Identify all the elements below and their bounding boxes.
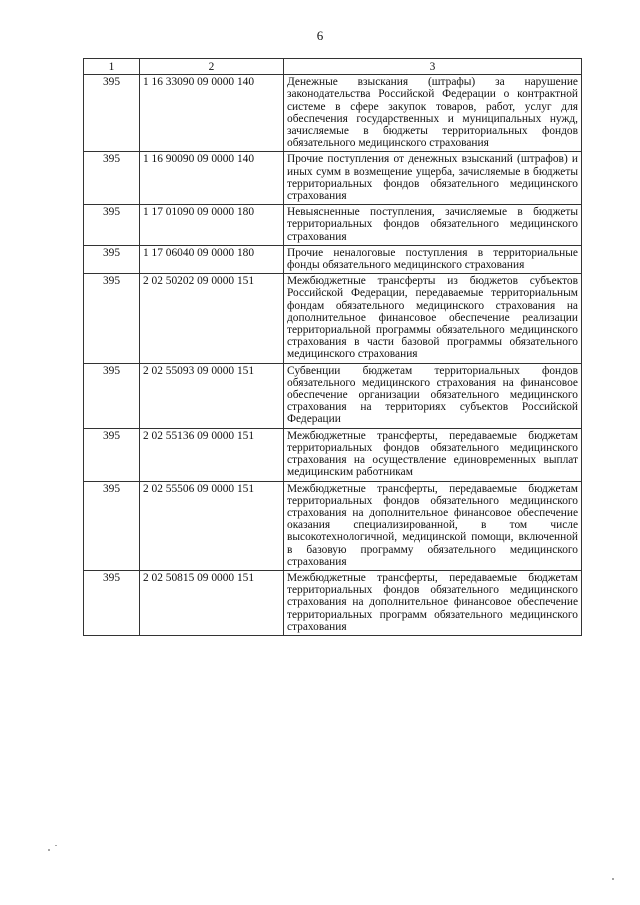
revenue-name-cell: Невыясненные поступления, зачисляемые в бюджеты территориальных фондов обязательного медицинского страхования [284, 205, 582, 246]
revenue-code-cell: 2 02 55506 09 0000 151 [140, 481, 284, 570]
scan-speck [55, 845, 57, 846]
revenue-name-cell: Межбюджетные трансферты из бюджетов субъектов Российской Федерации, передаваемые территориальным фондам обязательного медицинского страхования на дополнительное финансовое обеспечение реализации территориальной программы обязательного медицинского страхования в части базовой программы обязательного медицинского страхования [284, 274, 582, 363]
admin-code-cell: 395 [84, 205, 140, 246]
table-row [84, 274, 582, 363]
revenue-code-cell: 2 02 50815 09 0000 151 [140, 570, 284, 635]
admin-code-cell: 395 [84, 75, 140, 152]
revenue-code-cell: 2 02 55136 09 0000 151 [140, 428, 284, 481]
revenue-name-cell: Межбюджетные трансферты, передаваемые бюджетам территориальных фондов обязательного медицинского страхования на осуществление единовременных выплат медицинским работникам [284, 428, 582, 481]
revenue-codes-table [83, 58, 582, 636]
revenue-name-cell: Денежные взыскания (штрафы) за нарушение законодательства Российской Федерации о контрактной системе в сфере закупок товаров, работ, услуг для обеспечения государственных и муниципальных нужд, зачисляемые в бюджеты территориальных фондов обязательного медицинского страхования [284, 75, 582, 152]
revenue-code-cell: 2 02 50202 09 0000 151 [140, 274, 284, 363]
table-row [84, 428, 582, 481]
revenue-name-cell: Прочие поступления от денежных взысканий (штрафов) и иных сумм в возмещение ущерба, зачисляемые в бюджеты территориальных фондов обязательного медицинского страхования [284, 152, 582, 205]
revenue-name-cell: Межбюджетные трансферты, передаваемые бюджетам территориальных фондов обязательного медицинского страхования на дополнительное финансовое обеспечение оказания специализированной, в том числе высокотехнологичной, медицинской помощи, включенной в базовую программу обязательного медицинского страхования [284, 481, 582, 570]
admin-code-cell: 395 [84, 274, 140, 363]
revenue-code-cell: 1 17 06040 09 0000 180 [140, 245, 284, 273]
admin-code-cell: 395 [84, 481, 140, 570]
table-row [84, 245, 582, 273]
admin-code-cell: 395 [84, 428, 140, 481]
revenue-name-cell: Прочие неналоговые поступления в территориальные фонды обязательного медицинского страхования [284, 245, 582, 273]
revenue-code-cell: 1 17 01090 09 0000 180 [140, 205, 284, 246]
table-row [84, 75, 582, 152]
admin-code-cell: 395 [84, 570, 140, 635]
table-row [84, 152, 582, 205]
revenue-name-cell: Субвенции бюджетам территориальных фондов обязательного медицинского страхования на финансовое обеспечение организации обязательного медицинского страхования на территориях субъектов Российской Федерации [284, 363, 582, 428]
scan-speck [48, 849, 50, 851]
revenue-name-cell: Межбюджетные трансферты, передаваемые бюджетам территориальных фондов обязательного медицинского страхования на дополнительное финансовое обеспечение территориальных программ обязательного медицинского страхования [284, 570, 582, 635]
revenue-code-cell: 1 16 90090 09 0000 140 [140, 152, 284, 205]
table-row [84, 363, 582, 428]
table-row [84, 570, 582, 635]
table-row [84, 481, 582, 570]
column-header-3: 3 [284, 59, 582, 75]
revenue-code-cell: 2 02 55093 09 0000 151 [140, 363, 284, 428]
admin-code-cell: 395 [84, 152, 140, 205]
page-number: 6 [316, 28, 324, 43]
column-header-2: 2 [140, 59, 284, 75]
table-row [84, 205, 582, 246]
admin-code-cell: 395 [84, 363, 140, 428]
revenue-code-cell: 1 16 33090 09 0000 140 [140, 75, 284, 152]
scan-speck [612, 878, 614, 880]
admin-code-cell: 395 [84, 245, 140, 273]
column-header-1: 1 [84, 59, 140, 75]
table-header-row [84, 59, 582, 75]
